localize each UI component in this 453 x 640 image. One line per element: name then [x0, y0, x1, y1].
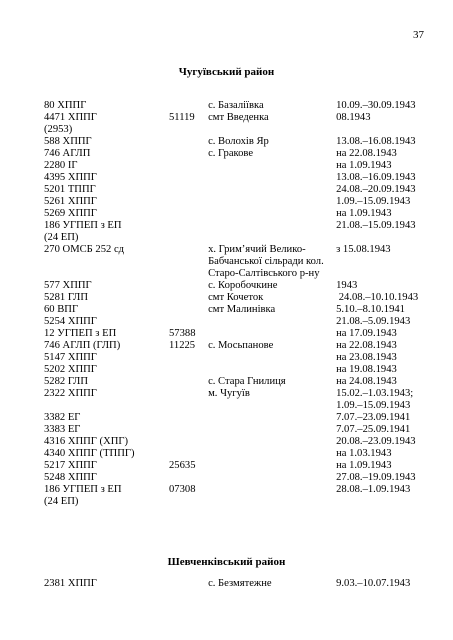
- unit-cell-line: 5201 ТППГ: [44, 184, 96, 195]
- date-cell: [336, 292, 424, 304]
- date-cell-line: на 17.09.1943: [336, 328, 397, 339]
- date-cell-line: 7.07.–23.09.1941: [336, 412, 411, 423]
- unit-cell: [44, 472, 169, 484]
- date-cell-line: 24.08.–20.09.1943: [336, 184, 416, 195]
- unit-cell-line: 186 УГПЕП з ЕП: [44, 220, 122, 231]
- date-cell-line: 21.08.–15.09.1943: [336, 220, 416, 231]
- code-cell: [169, 316, 208, 328]
- date-cell: [336, 448, 424, 460]
- date-cell-line: 28.08.–1.09.1943: [336, 484, 411, 495]
- place-cell-line: с. Базаліївка: [208, 100, 264, 111]
- unit-cell-line: 5269 ХППГ: [44, 208, 97, 219]
- date-cell: [336, 100, 424, 112]
- date-cell-line: 5.10.–8.10.1941: [336, 304, 405, 315]
- code-cell: [169, 220, 208, 244]
- table-row: [44, 484, 424, 508]
- date-cell-line: на 1.09.1943: [336, 460, 392, 471]
- code-cell: 57388: [169, 328, 196, 339]
- unit-cell: [44, 340, 169, 352]
- unit-cell-line: 5202 ХППГ: [44, 364, 97, 375]
- unit-cell-line: 60 ВПГ: [44, 304, 79, 315]
- place-cell: [208, 424, 336, 436]
- unit-cell-line: 270 ОМСБ 252 сд: [44, 244, 125, 255]
- code-cell: [169, 364, 208, 376]
- date-cell: [336, 148, 424, 160]
- date-cell-line: на 23.08.1943: [336, 352, 397, 363]
- table-row: [44, 460, 424, 472]
- table-row: [44, 388, 424, 412]
- date-cell: [336, 316, 424, 328]
- place-cell-line: с. Стара Гнилиця: [208, 376, 286, 387]
- code-cell: [169, 412, 208, 424]
- place-cell: [208, 436, 336, 448]
- place-cell-line: Старо-Салтівського р-ну: [208, 268, 320, 279]
- code-cell: [169, 136, 208, 148]
- place-cell: [208, 364, 336, 376]
- unit-cell-line: 746 АГЛП: [44, 148, 91, 159]
- table-row: [44, 280, 424, 292]
- date-cell-line: з 15.08.1943: [336, 244, 391, 255]
- table-row: [44, 208, 424, 220]
- code-cell: [169, 472, 208, 484]
- place-cell: [208, 184, 336, 196]
- code-cell: [169, 244, 208, 280]
- unit-cell: [44, 100, 169, 112]
- date-cell-line: на 22.08.1943: [336, 148, 397, 159]
- unit-cell: [44, 220, 169, 244]
- place-cell-line: смт Малинівка: [208, 304, 276, 315]
- date-cell: [336, 484, 424, 508]
- place-cell: [208, 484, 336, 508]
- unit-cell-line: 4316 ХППГ (ХПГ): [44, 436, 129, 447]
- date-cell-line: 15.02.–1.03.1943;: [336, 388, 414, 399]
- place-cell-line: смт Кочеток: [208, 292, 264, 303]
- table-row: [44, 184, 424, 196]
- code-cell: [169, 292, 208, 304]
- unit-cell: [44, 376, 169, 388]
- place-cell: [208, 376, 336, 388]
- date-cell-line: 7.07.–25.09.1941: [336, 424, 411, 435]
- unit-cell: [44, 412, 169, 424]
- unit-cell: [44, 352, 169, 364]
- table-row: [44, 160, 424, 172]
- date-cell-line: на 24.08.1943: [336, 376, 397, 387]
- table-row: [44, 578, 424, 590]
- date-cell: [336, 208, 424, 220]
- unit-cell-line: 5217 ХППГ: [44, 460, 97, 471]
- unit-cell-line: (2953): [44, 124, 73, 135]
- table-row: [44, 148, 424, 160]
- table-row: [44, 292, 424, 304]
- date-cell: [336, 472, 424, 484]
- unit-cell: [44, 148, 169, 160]
- place-cell: [208, 160, 336, 172]
- unit-cell-line: 5147 ХППГ: [44, 352, 97, 363]
- date-cell: [336, 352, 424, 364]
- date-cell: [336, 220, 424, 244]
- unit-cell-line: 5261 ХППГ: [44, 196, 97, 207]
- unit-cell: [44, 184, 169, 196]
- table-row: [44, 472, 424, 484]
- date-cell-line: на 19.08.1943: [336, 364, 397, 375]
- place-cell: [208, 388, 336, 412]
- section-title-shevchenkove: Шевченківський район: [167, 556, 286, 568]
- code-cell: [169, 424, 208, 436]
- code-cell: [169, 388, 208, 412]
- place-cell: [208, 578, 336, 590]
- date-cell: [336, 112, 424, 136]
- date-cell: [336, 244, 424, 280]
- unit-cell: [44, 244, 169, 280]
- unit-cell: [44, 484, 169, 508]
- place-cell: [208, 472, 336, 484]
- date-cell: [336, 388, 424, 412]
- unit-cell: [44, 208, 169, 220]
- unit-cell: [44, 436, 169, 448]
- date-cell: [336, 376, 424, 388]
- unit-cell-line: 577 ХППГ: [44, 280, 92, 291]
- place-cell-line: с. Гракове: [208, 148, 254, 159]
- date-cell-line: 24.08.–10.10.1943: [336, 292, 419, 303]
- unit-cell-line: 5281 ГЛП: [44, 292, 88, 303]
- unit-cell-line: 3382 ЕГ: [44, 412, 81, 423]
- date-cell-line: на 22.08.1943: [336, 340, 397, 351]
- unit-cell: [44, 448, 169, 460]
- unit-cell: [44, 328, 169, 340]
- date-cell: [336, 304, 424, 316]
- date-cell-line: 1943: [336, 280, 358, 291]
- table-row: [44, 424, 424, 436]
- code-cell: [169, 436, 208, 448]
- unit-cell-line: (24 ЕП): [44, 232, 79, 243]
- place-cell: [208, 280, 336, 292]
- unit-cell: [44, 280, 169, 292]
- unit-cell: [44, 292, 169, 304]
- date-cell-line: 1.09.–15.09.1943: [336, 400, 411, 411]
- date-cell-line: 13.08.–16.09.1943: [336, 172, 416, 183]
- unit-cell-line: 80 ХППГ: [44, 100, 87, 111]
- unit-cell: [44, 578, 169, 590]
- code-cell: [169, 352, 208, 364]
- date-cell: [336, 460, 424, 472]
- date-cell-line: 10.09.–30.09.1943: [336, 100, 416, 111]
- date-cell-line: 9.03.–10.07.1943: [336, 578, 411, 589]
- unit-cell-line: 3383 ЕГ: [44, 424, 81, 435]
- place-cell: [208, 136, 336, 148]
- table-row: [44, 136, 424, 148]
- table-row: [44, 352, 424, 364]
- code-cell: [169, 196, 208, 208]
- date-cell-line: на 1.09.1943: [336, 208, 392, 219]
- table-row: [44, 436, 424, 448]
- table-row: [44, 304, 424, 316]
- unit-cell-line: 5254 ХППГ: [44, 316, 97, 327]
- table-row: [44, 340, 424, 352]
- date-cell: [336, 196, 424, 208]
- unit-cell: [44, 172, 169, 184]
- date-cell: [336, 424, 424, 436]
- date-cell-line: 27.08.–19.09.1943: [336, 472, 416, 483]
- place-cell: [208, 352, 336, 364]
- place-cell: [208, 196, 336, 208]
- unit-cell-line: 2280 ІГ: [44, 160, 78, 171]
- code-cell: 51119: [169, 112, 195, 123]
- table-row: [44, 448, 424, 460]
- date-cell: [336, 578, 424, 590]
- place-cell: [208, 112, 336, 136]
- table-row: [44, 112, 424, 136]
- unit-cell: [44, 388, 169, 412]
- code-cell: 07308: [169, 484, 196, 495]
- unit-cell-line: 5282 ГЛП: [44, 376, 88, 387]
- code-cell: [169, 448, 208, 460]
- date-cell-line: 08.1943: [336, 112, 371, 123]
- page-number: 37: [413, 29, 424, 41]
- code-cell: [169, 172, 208, 184]
- place-cell: [208, 100, 336, 112]
- code-cell: [169, 280, 208, 292]
- unit-cell-line: 746 АГЛП (ГЛП): [44, 340, 121, 351]
- date-cell-line: 1.09.–15.09.1943: [336, 196, 411, 207]
- place-cell: [208, 412, 336, 424]
- place-cell-line: с. Волохів Яр: [208, 136, 269, 147]
- table-row: [44, 376, 424, 388]
- date-cell-line: на 1.03.1943: [336, 448, 392, 459]
- date-cell: [336, 280, 424, 292]
- unit-cell-line: 4340 ХППГ (ТППГ): [44, 448, 135, 459]
- code-cell: 25635: [169, 460, 196, 471]
- unit-cell: [44, 304, 169, 316]
- code-cell: 11225: [169, 340, 196, 351]
- unit-cell: [44, 364, 169, 376]
- table-row: [44, 172, 424, 184]
- table-row: [44, 244, 424, 280]
- date-cell-line: 21.08.–5.09.1943: [336, 316, 411, 327]
- unit-cell-line: 2322 ХППГ: [44, 388, 97, 399]
- code-cell: [169, 376, 208, 388]
- date-cell: [336, 412, 424, 424]
- unit-cell: [44, 160, 169, 172]
- place-cell: [208, 244, 336, 280]
- unit-cell-line: 4471 ХППГ: [44, 112, 97, 123]
- code-cell: [169, 160, 208, 172]
- unit-cell-line: 4395 ХППГ: [44, 172, 97, 183]
- date-cell: [336, 436, 424, 448]
- code-cell: [169, 184, 208, 196]
- unit-cell-line: 5248 ХППГ: [44, 472, 97, 483]
- code-cell: [169, 304, 208, 316]
- place-cell-line: х. Грим’ячий Велико-: [208, 244, 306, 255]
- unit-cell: [44, 112, 169, 136]
- place-cell: [208, 220, 336, 244]
- table-row: [44, 220, 424, 244]
- date-cell: [336, 184, 424, 196]
- date-cell-line: на 1.09.1943: [336, 160, 392, 171]
- date-cell: [336, 172, 424, 184]
- table-row: [44, 100, 424, 112]
- place-cell: [208, 208, 336, 220]
- place-cell: [208, 148, 336, 160]
- date-cell: [336, 364, 424, 376]
- table-row: [44, 316, 424, 328]
- date-cell-line: 20.08.–23.09.1943: [336, 436, 416, 447]
- place-cell: [208, 460, 336, 472]
- place-cell: [208, 292, 336, 304]
- unit-cell: [44, 136, 169, 148]
- date-cell: [336, 136, 424, 148]
- table-row: [44, 412, 424, 424]
- place-cell-line: Бабчанської сільради кол.: [208, 256, 324, 267]
- section-title-chuhuiv: Чугуївський район: [178, 66, 275, 78]
- place-cell: [208, 340, 336, 352]
- place-cell-line: смт Введенка: [208, 112, 269, 123]
- unit-cell-line: 186 УГПЕП з ЕП: [44, 484, 122, 495]
- unit-cell-line: (24 ЕП): [44, 496, 79, 507]
- date-cell-line: 13.08.–16.08.1943: [336, 136, 416, 147]
- table-row: [44, 196, 424, 208]
- unit-cell-line: 12 УГПЕП з ЕП: [44, 328, 117, 339]
- table-row: [44, 328, 424, 340]
- place-cell: [208, 172, 336, 184]
- unit-cell: [44, 460, 169, 472]
- unit-cell: [44, 424, 169, 436]
- unit-cell-line: 2381 ХППГ: [44, 578, 97, 589]
- unit-cell: [44, 196, 169, 208]
- code-cell: [169, 208, 208, 220]
- place-cell: [208, 328, 336, 340]
- place-cell-line: с. Безмятежне: [208, 578, 272, 589]
- unit-cell: [44, 316, 169, 328]
- place-cell: [208, 448, 336, 460]
- place-cell-line: с. Мосьпанове: [208, 340, 274, 351]
- section-table-chuhuiv: [44, 100, 424, 508]
- place-cell: [208, 304, 336, 316]
- date-cell: [336, 328, 424, 340]
- table-row: [44, 364, 424, 376]
- unit-cell-line: 588 ХППГ: [44, 136, 92, 147]
- date-cell: [336, 340, 424, 352]
- date-cell: [336, 160, 424, 172]
- code-cell: [169, 100, 208, 112]
- place-cell-line: с. Коробочкине: [208, 280, 278, 291]
- code-cell: [169, 148, 208, 160]
- section-table-shevchenkove: [44, 578, 424, 590]
- place-cell-line: м. Чугуїв: [208, 388, 250, 399]
- place-cell: [208, 316, 336, 328]
- code-cell: [169, 578, 208, 590]
